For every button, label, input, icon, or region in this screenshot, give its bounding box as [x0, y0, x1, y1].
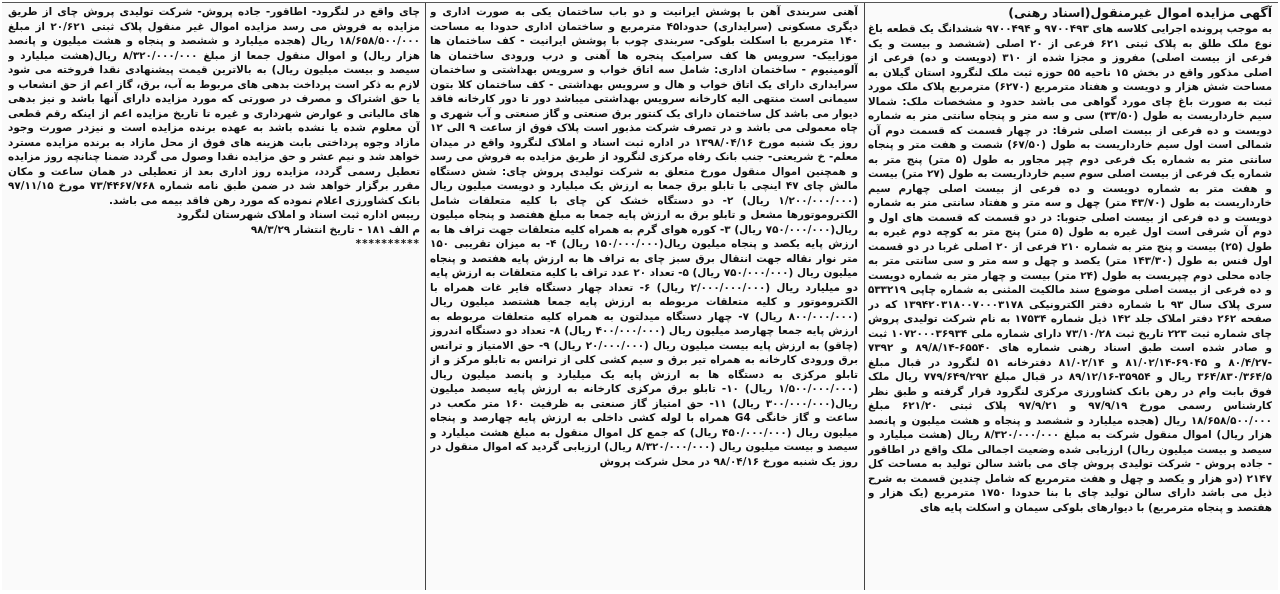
notice-body-part-2: آهنی سربندی آهن با پوشش ایرانیت و دو باب ساختمان یکی به صورت اداری و دیگری مسکونی (سرایداری) حدودا۴۵ مترمربع و ساختمان اداری حدودا به مساحت ۱۴۰ مترمربع با اسکلت بلوکی- سربندی چوب با پوشش ایرانیت - کف ساختمان ها موزاییک- سرویس ها کف سرامیک پنجره ها آهنی و درب ورودی ساختمان ها آلومینیوم - ساختمان اداری: شامل سه اتاق خواب و سرویس بهداشتی و ساختمان سرایداری دارای یک اتاق خواب و هال و سرویس بهداشتی - کف ساختمان کلا بتون سیمانی است منتهی الیه کارخانه سرویس بهداشتی میباشد دور تا دور کارخانه فاقد دیوار می باشد کل ساختمان دارای یک کنتور برق صنعتی و گاز صنعتی و آب شهری و چاه معمولی می باشد و در تصرف شرکت مذبور است پلاک فوق از ساعت ۹ الی ۱۲ روز یک شنبه مورخ ۱۳۹۸/۰۴/۱۶ در اداره ثبت اسناد و املاک لنگرود واقع در میدان معلم- خ شریعتی- جنب بانک رفاه مرکزی لنگرود از طریق مزایده به فروش می رسد و همچنین اموال منقول مورخ متعلق به شرکت تولیدی پروش چای: شش دستگاه مالش چای ۴۷ اینچی با تابلو برق جمعا به ارزش یک میلیارد و دویست میلیون ریال (۱/۲۰۰/۰۰۰/۰۰۰ ریال) ۲- دو دستگاه خشک کن چای با کلیه متعلقات شامل الکتروموتورها مشعل و تابلو برق به ارزش پایه جمعا به مبلغ هفتصد و پنجاه میلیون ریال(۷۵۰/۰۰۰/۰۰۰ ریال) ۳- کوره هوای گرم به همراه کلیه متعلقات جهت تراف ها به ارزش پایه یکصد و پنجاه میلیون ریال(۱۵۰/۰۰۰/۰۰۰ ریال) ۴- به میزان تقریبی ۱۵۰ متر نوار نقاله جهت انتقال برق سبز چای به تراف ها به ارزش پایه هفتصد و پنجاه میلیون ریال (۷۵۰/۰۰۰/۰۰۰ ریال) ۵- تعداد ۲۰ عدد تراف با کلیه متعلقات به ارزش پایه دو میلیارد ریال (۲/۰۰۰/۰۰۰/۰۰۰ ریال) ۶- تعداد چهار دستگاه فایر غات همراه با الکتروموتور و کلیه متعلقات مربوطه به ارزش پایه جمعا هشتصد میلیون ریال (۸۰۰/۰۰۰/۰۰۰ ریال) ۷- چهار دستگاه میدلتون به همراه کلیه متعلقات مربوطه به ارزش پایه جمعا چهارصد میلیون ریال (۴۰۰/۰۰۰/۰۰۰ ریال) ۸- تعداد دو دستگاه اندروز (چاقو) به ارزش پایه بیست میلیون ریال (۲۰/۰۰۰/۰۰۰ ریال) ۹- حق الامتیاز و ترانس برق ورودی کارخانه به همراه تیر برق و سیم کشی کلی از ترانس به تابلو مرکز و از تابلو مرکزی به دستگاه ها به ارزش پایه یک میلیارد و پانصد میلیون ریال (۱/۵۰۰/۰۰۰/۰۰۰ ریال) ۱۰- تابلو برق مرکزی کارخانه به ارزش پایه سیصد میلیون ریال(۳۰۰/۰۰۰/۰۰۰ ریال) ۱۱- حق امتیاز گاز صنعتی به ظرفیت ۱۶۰ متر مکعب در ساعت و گاز خانگی G4 همراه با لوله کشی داخلی به ارزش پایه چهارصد و پنجاه میلیون ریال (۴۵۰/۰۰۰/۰۰۰ ریال) که جمع کل اموال منقول به مبلغ هشت میلیارد و سیصد و بیست میلیون ریال (۸/۳۲۰/۰۰۰/۰۰۰ ریال) ارزیابی گردید که اموال منقول در روز یک شنبه مورخ ۹۸/۰۴/۱۶ در محل شرکت پروش — [430, 6, 858, 468]
end-stars: ********** — [355, 238, 420, 250]
notice-title: آگهی مزایده اموال غیرمنقول(اسناد رهنی) — [1008, 5, 1272, 20]
notice-body-part-3: چای واقع در لنگرود- اطاقور- جاده پروش- شرکت تولیدی پروش چای از طریق مزایده به فروش می رسد مزایده اموال غیر منقول پلاک ثبتی ۲۰/۶۲۱ از مبلغ ۱۸/۶۵۸/۵۰۰/۰۰۰ ریال (هجده میلیارد و ششصد و پنجاه و هشت میلیون و پانصد هزار ریال) و اموال منقول جمعا از مبلغ ۸/۳۲۰/۰۰۰/۰۰۰ ریال(هشت میلیارد و سیصد و بیست میلیون ریال) به بالاترین قیمت پیشنهادی نقدا فروخته می شود لازم به ذکر است پرداخت بدهی های مربوط به آب، برق، گاز اعم از حق انشعاب و یا حق اشتراک و مصرف در صورتی که مورد مزایده دارای آنها باشد و نیز بدهی های مالیاتی و عوارض شهرداری و غیره تا تاریخ مزایده اعم از اینکه رقم قطعی آن معلوم شده یا نشده باشد به عهده برنده مزایده است و نیزدر صورت وجود مازاد وجوه پرداختی بابت هزینه های فوق از محل مازاد به برنده مزایده مسترد خواهد شد و نیم عشر و حق مزایده نقدا وصول می گردد ضمنا چنانچه روز مزایده تعطیل رسمی گردد، مزایده روز اداری بعد از تعطیلی در همان ساعت و مکان مقرر برگزار خواهد شد در ضمن طبق نامه شماره ۷۳/۴۴۶۷/۷۶۸ مورخ ۹۷/۱۱/۱۵ بانک کشاورزی اعلام نموده که مورد رهن فاقد بیمه می باشد. — [8, 6, 420, 207]
column-divider — [864, 3, 865, 590]
publication-reference: م الف ۱۸۱ - تاریخ انتشار ۹۸/۳/۲۹ — [250, 223, 420, 236]
signature-line: رییس اداره ثبت اسناد و املاک شهرستان لنگرود — [176, 209, 420, 221]
notice-column-left — [8, 5, 420, 588]
newspaper-clipping — [2, 2, 1278, 590]
notice-column-right — [868, 5, 1272, 588]
column-divider — [425, 3, 426, 590]
notice-body-part-1: به موجب پرونده اجرایی کلاسه های ۹۷۰۰۴۹۳ و ۹۷۰۰۴۹۴ ششدانگ یک قطعه باغ نوع ملک طلق به پلاک ثبتی ۶۲۱ فرعی از ۲۰ اصلی (ششصد و بیست و یک فرعی از بیست اصلی) مفروز و مجزا شده از ۳۱۰ (دویست و ده) فرعی از اصلی مذکور واقع در بخش ۱۵ ناحیه ۵۵ حوزه ثبت ملک لنگرود استان گیلان به مساحت شش هزار و دویست و هفتاد مترمربع (۶۲۷۰) مترمربع پلاک ملک مورد ثبت به صورت باغ چای مورد گواهی می باشد حدود و مشخصات ملک: شمالا سیم خارداریست به طول (۳۳/۵۰) سی و سه متر و پنجاه سانتی متر به شماره دویست و ده فرعی از بیست اصلی شرقا: در چهار قسمت که قسمت دوم آن شمالی است اول سیم خارداریست به طول (۶۷/۵۰) شصت و هفت متر و پنجاه سانتی متر به شماره یک فرعی دوم چپر مجاور به طول (۵ متر) پنج متر به شماره یک فرعی از بیست اصلی سوم سیم خارداریست به طول (۲۷ متر) بیست و هفت متر به شماره دویست و ده فرعی از بیست اصلی چهارم سیم خارداریست به طول (۴۳/۷۰ متر) چهل و سه متر و هفتاد سانتی متر به شماره دویست و ده فرعی از بیست اصلی جنوبا: در دو قسمت که قسمت های اول و دوم آن شرقی است اول غیره به طول (۵ متر) پنج متر به کوچه دوم غیره به طول (۲۵) بیست و پنج متر به شماره ۲۱۰ فرعی از ۲۰ اصلی غربا در دو قسمت اول فنس به طول (۱۴۳/۳۰ متر) یکصد و چهل و سه متر و سی سانتی متر به جاده محلی دوم چپریست به طول (۲۴ متر) بیست و چهار متر به شماره دویست و ده فرعی از بیست اصلی موضوع سند مالکیت المثنی به شماره چاپی ۵۳۳۲۱۹ سری پلاک سال ۹۳ با شماره دفتر الکترونیکی ۱۳۹۴۲۰۳۱۸۰۰۷۰۰۰۳۱۷۸ که در صفحه ۲۶۲ دفتر املاک جلد ۱۴۲ ذیل شماره ۱۷۵۳۴ به نام شرکت تولیدی پروش چای شماره ثبت ۲۲۳ تاریخ ثبت ۷۳/۱۰/۲۸ دارای شماره ملی ۱۰۷۲۰۰۰۳۶۹۳۴ ثبت و صادر شده است طبق اسناد رهنی شماره های ۶۵۵۴۰-۸۹/۸/۱۴ و ۷۳۹۲ -۸۰/۴/۲۷ و ۶۹۰۴۵-۸۱/۰۲/۱۴ و ۸۱/۰۲/۱۴ دفترخانه ۵۱ لنگرود در قبال مبلغ ۳۶۴/۸۳۰/۳۶۴/۵ ریال و ۳۵۹۵۴-۸۹/۱۲/۱۶ در قبال مبلغ ۷۷۹/۶۴۹/۲۹۲ ریال ملک فوق بابت وام در رهن بانک کشاورزی مرکزی لنگرود قرار گرفته و طبق نظر کارشناس رسمی مورخ ۹۷/۹/۱۹ و ۹۷/۹/۲۱ پلاک ثبتی ۶۲۱/۲۰ مبلغ ۱۸/۶۵۸/۵۰۰/۰۰۰ ریال (هجده میلیارد و ششصد و پنجاه و هشت میلیون و پانصد هزار ریال) اموال منقول شرکت به مبلغ ۸/۳۲۰/۰۰۰/۰۰۰ ریال (هشت میلیارد و سیصد و بیست میلیون ریال) ارزیابی شده وضعیت اجمالی ملک واقع در اطاقور - جاده پروش - شرکت تولیدی پروش چای می باشد سالن تولید به مساحت کل ۲۱۴۷ (دو هزار و یکصد و چهل و هفت مترمربع که شامل چندین قسمت به شرح ذیل می باشد دارای سالن تولید چای با بنا حدودا ۱۷۵۰ مترمربع (یک هزار و هفتصد و پنجاه مترمربع) با دیوارهای بلوکی سیمان و اسکلت پایه های — [868, 23, 1272, 514]
notice-column-middle — [430, 5, 858, 588]
